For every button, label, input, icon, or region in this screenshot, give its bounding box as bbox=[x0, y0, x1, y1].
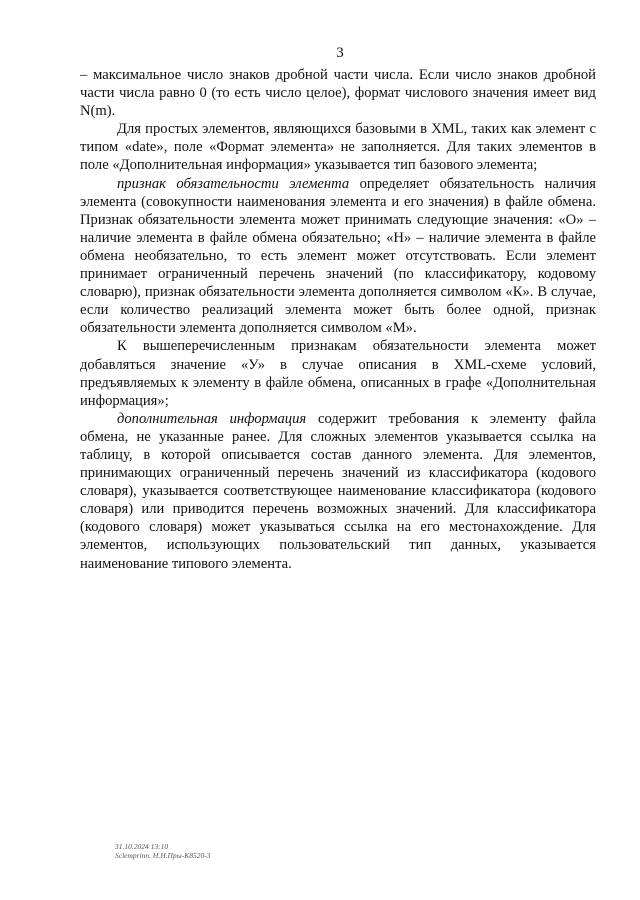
paragraph-additional-info bbox=[80, 410, 596, 573]
page-number: 3 bbox=[336, 45, 344, 61]
document-body bbox=[80, 66, 596, 573]
footer-timestamp: 31.10.2024 13:10 bbox=[115, 842, 169, 851]
paragraph-text: Для простых элементов, являющихся базовыми в XML, таких как элемент с типом «date», поле «Формат элемента» не заполняется. Для таких элементов в поле «Дополнительная информация» указывается тип базового элемента; bbox=[80, 121, 596, 174]
defined-term: признак обязательности элемента bbox=[117, 175, 350, 192]
paragraph-additional-value bbox=[80, 337, 596, 409]
footer-identifier: Sclemprinn. Н.Н.Пры-К8520-3 bbox=[115, 851, 211, 860]
paragraph-text: определяет обязательность наличия элемента (совокупности наименования элемента и его значения) в файле обмена. Признак обязательности элемента может принимать следующие значения: «О» – наличие элемента в файле обмена обязательно; «Н» – наличие элемента в файле обмена необязательно, то есть элемент может отсутствовать. Если элемент принимает ограниченный перечень значений (по классификатору, кодовому словарю), признак обязательности элемента дополняется символом «К». В случае, если количество реализаций элемента может быть более одной, признак обязательности элемента дополняется символом «М». bbox=[80, 175, 596, 337]
paragraph-continuation bbox=[80, 66, 596, 120]
defined-term: дополнительная информация bbox=[117, 410, 307, 427]
paragraph-simple-elements bbox=[80, 120, 596, 174]
paragraph-text: содержит требования к элементу файла обмена, не указанные ранее. Для сложных элементов указывается ссылка на таблицу, в которой описывается состав данного элемента. Для элементов, принимающих ограниченный перечень значений из классификатора (кодового словаря), указывается соответствующее наименование классификатора (кодового словаря) или приводится перечень возможных значений. Для классификатора (кодового словаря) может указываться ссылка на его местонахождение. Для элементов, использующих пользовательский тип данных, указывается наименование типового элемента. bbox=[80, 410, 597, 572]
paragraph-text: – максимальное число знаков дробной части числа. Если число знаков дробной части числа равно 0 (то есть число целое), формат числового значения имеет вид N(m). bbox=[80, 67, 596, 120]
paragraph-mandatory-sign bbox=[80, 175, 596, 338]
document-footer-stamp bbox=[115, 842, 210, 860]
paragraph-text: К вышеперечисленным признакам обязательности элемента может добавляться значение «У» в случае описания в XML-схеме условий, предъявляемых к элементу в файле обмена, описанных в графе «Дополнительная информация»; bbox=[80, 338, 596, 409]
